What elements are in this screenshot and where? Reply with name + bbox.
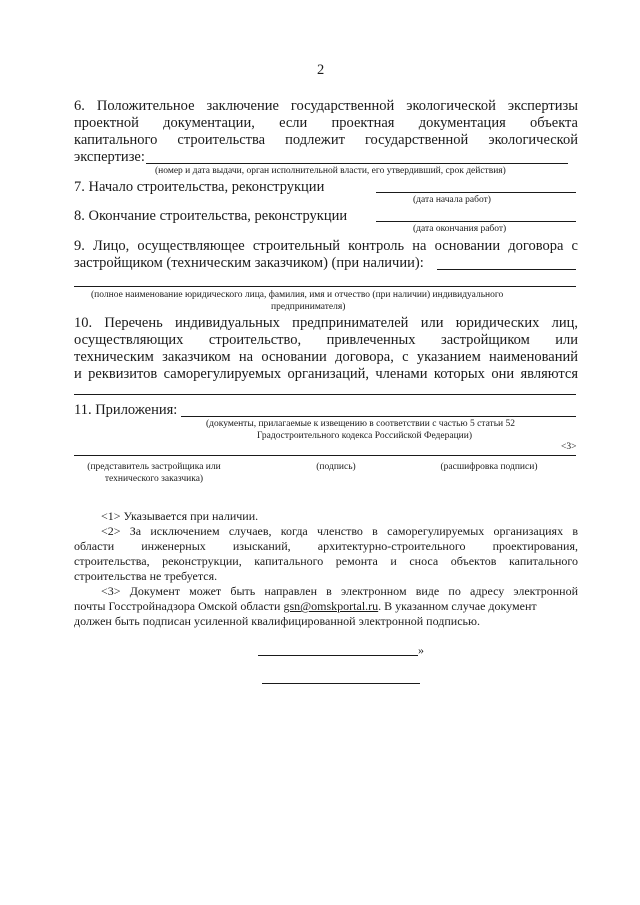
item10-line-3: техническим заказчиком на основании договора, с указанием наименований — [74, 349, 578, 365]
item10-line-1: 10. Перечень индивидуальных предпринимателей или юридических лиц, — [74, 315, 578, 331]
item10-input-line[interactable] — [74, 394, 576, 395]
signature-line[interactable] — [288, 455, 384, 456]
footnote-3-line-2 — [74, 599, 537, 614]
item10-line-2: осуществляющих строительство, привлеченных застройщиком или — [74, 332, 578, 348]
item11-hint-1: (документы, прилагаемые к извещению в соответствии с частью 5 статьи 52 — [206, 419, 515, 429]
footnote-2-line-4: строительства не требуется. — [74, 569, 218, 583]
footnote-2-line-1: <2> За исключением случаев, когда членство в саморегулируемых организациях в — [101, 524, 578, 538]
item6-line-1: 6. Положительное заключение государственной экологической экспертизы — [74, 98, 578, 114]
representative-caption-2: технического заказчика) — [104, 474, 204, 484]
item10-line-4: и реквизитов саморегулируемых организаций, членами которых они являются — [74, 366, 578, 382]
email-link[interactable]: gsn@omskportal.ru — [283, 599, 379, 613]
page-number: 2 — [317, 62, 325, 78]
footnote-3-line-1: <3> Документ может быть направлен в электронном виде по адресу электронной — [101, 584, 578, 598]
closing-line-2 — [262, 683, 420, 684]
signature-decoding-line[interactable] — [402, 455, 576, 456]
item8-input-line[interactable] — [376, 221, 576, 222]
footnote-ref-3: <3> — [561, 442, 577, 452]
item11-hint-2: Градостроительного кодекса Российской Федерации) — [257, 431, 472, 441]
footnote-3-text-post: . В указанном случае документ — [378, 599, 537, 613]
item9-line-2: застройщиком (техническим заказчиком) (при наличии): — [74, 255, 424, 271]
item9-hint-2: предпринимателя) — [271, 302, 346, 312]
representative-caption-1: (представитель застройщика или — [87, 462, 221, 472]
item6-hint: (номер и дата выдачи, орган исполнительной власти, его утвердивший, срок действия) — [155, 166, 506, 176]
item7-input-line[interactable] — [376, 192, 576, 193]
footnote-3-line-3: должен быть подписан усиленной квалифицированной электронной подписью. — [74, 614, 480, 628]
item8-label: 8. Окончание строительства, реконструкции — [74, 208, 348, 224]
closing-quote: » — [418, 643, 424, 657]
item11-label: 11. Приложения: — [74, 402, 178, 418]
item6-label: экспертизе: — [74, 149, 145, 165]
item6-line-2: проектной документации, если проектная документация объекта — [74, 115, 578, 131]
item9-hint-1: (полное наименование юридического лица, фамилия, имя и отчество (при наличии) индивидуального — [91, 290, 504, 300]
item6-line-3: капитального строительства подлежит государственной экологической — [74, 132, 578, 148]
signature-decoding-caption: (расшифровка подписи) — [440, 462, 538, 472]
item9-line-1: 9. Лицо, осуществляющее строительный контроль на основании договора с — [74, 238, 578, 254]
representative-line[interactable] — [74, 455, 264, 456]
item7-hint: (дата начала работ) — [413, 195, 491, 205]
item11-input-line[interactable] — [181, 416, 576, 417]
item6-input-line[interactable] — [146, 163, 568, 164]
footnote-1: <1> Указывается при наличии. — [101, 509, 259, 523]
item9-input-line-2[interactable] — [74, 286, 576, 287]
closing-line-1 — [258, 655, 418, 656]
footnote-3-text-pre: почты Госстройнадзора Омской области — [74, 599, 284, 613]
footnote-2-line-3: строительства, реконструкции, капитального ремонта и сноса объектов капитального — [74, 554, 578, 568]
item8-hint: (дата окончания работ) — [413, 224, 507, 234]
item7-label: 7. Начало строительства, реконструкции — [74, 179, 325, 195]
item9-input-line-1[interactable] — [437, 269, 576, 270]
footnote-2-line-2: области инженерных изысканий, архитектурно-строительного проектирования, — [74, 539, 578, 553]
signature-caption: (подпись) — [316, 462, 356, 472]
